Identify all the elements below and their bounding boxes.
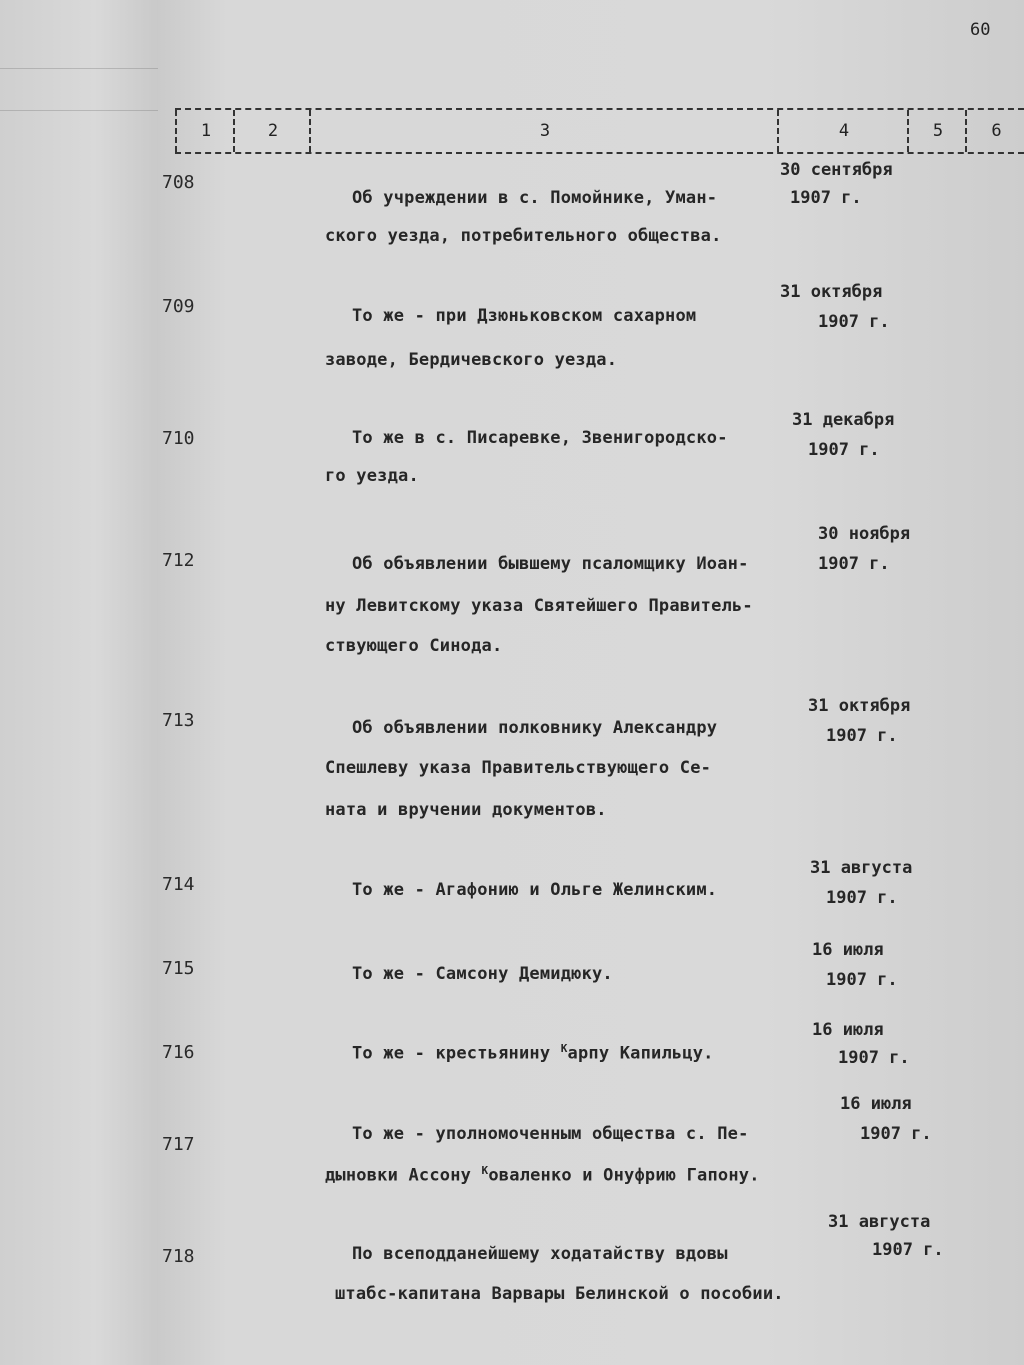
- entry-year: 1907 г.: [790, 188, 862, 208]
- entry-text-line: То же - Самсону Демидюку.: [352, 964, 613, 984]
- entry-year: 1907 г.: [818, 312, 890, 332]
- entry-number: 713: [162, 710, 195, 731]
- entry-text-line: ского уезда, потребительного общества.: [325, 226, 722, 246]
- entry-date: 16 июля: [812, 1020, 884, 1040]
- entry-text-line: По всеподданейшему ходатайству вдовы: [352, 1244, 728, 1264]
- entry-text-line: Об объявлении полковнику Александру: [352, 718, 718, 738]
- entry-date: 31 декабря: [792, 410, 895, 430]
- entry-text-line: Спешлеву указа Правительствующего Се-: [325, 758, 712, 778]
- entry-text-line: Об учреждении в с. Помойнике, Уман-: [352, 188, 718, 208]
- entry-text-line: Об объявлении бывшему псаломщику Иоан-: [352, 554, 749, 574]
- entry-number: 712: [162, 550, 195, 571]
- entry-text-line: го уезда.: [325, 466, 419, 486]
- entry-date: 31 октября: [808, 696, 911, 716]
- entry-number: 714: [162, 874, 195, 895]
- column-header-1: 1: [175, 110, 235, 152]
- entry-number: 717: [162, 1134, 195, 1155]
- column-header-2: 2: [233, 110, 311, 152]
- column-header-5: 5: [907, 110, 967, 152]
- entry-year: 1907 г.: [808, 440, 880, 460]
- entry-year: 1907 г.: [826, 726, 898, 746]
- entry-number: 716: [162, 1042, 195, 1063]
- entry-text-line: дыновки Ассону $^К$оваленко и Онуфрию Гапону.: [325, 1164, 760, 1186]
- entry-year: 1907 г.: [826, 888, 898, 908]
- entry-date: 16 июля: [812, 940, 884, 960]
- entry-text-line: То же в с. Писаревке, Звенигородско-: [352, 428, 728, 448]
- column-header-table: [175, 108, 1024, 154]
- entry-year: 1907 г.: [826, 970, 898, 990]
- entry-date: 30 сентября: [780, 160, 893, 180]
- entry-text-line: штабс-капитана Варвары Белинской о пособии.: [335, 1284, 784, 1304]
- entry-date: 31 августа: [828, 1212, 931, 1232]
- entry-year: 1907 г.: [838, 1048, 910, 1068]
- entry-date: 31 августа: [810, 858, 913, 878]
- entry-text-line: То же - при Дзюньковском сахарном: [352, 306, 697, 326]
- fold-line: [0, 68, 158, 69]
- fold-line: [0, 110, 158, 111]
- entry-text-line: ната и вручении документов.: [325, 800, 607, 820]
- entry-text-line: заводе, Бердичевского уезда.: [325, 350, 618, 370]
- entry-text-line: То же - уполномоченным общества с. Пе-: [352, 1124, 749, 1144]
- entry-number: 718: [162, 1246, 195, 1267]
- entry-text-line: То же - Агафонию и Ольге Желинским.: [352, 880, 718, 900]
- entry-year: 1907 г.: [872, 1240, 944, 1260]
- left-page-margin: [0, 0, 158, 1365]
- entry-number: 715: [162, 958, 195, 979]
- column-header-4: 4: [777, 110, 909, 152]
- entry-text-line: ну Левитскому указа Святейшего Правитель-: [325, 596, 753, 616]
- entry-text-line: То же - крестьянину $^К$арпу Капильцу.: [352, 1042, 714, 1064]
- entry-date: 31 октября: [780, 282, 883, 302]
- entry-year: 1907 г.: [860, 1124, 932, 1144]
- column-header-3: 3: [309, 110, 779, 152]
- entry-number: 708: [162, 172, 195, 193]
- entry-date: 16 июля: [840, 1094, 912, 1114]
- column-header-6: 6: [965, 110, 1024, 152]
- entry-year: 1907 г.: [818, 554, 890, 574]
- entry-number: 710: [162, 428, 195, 449]
- page-number: 60: [970, 20, 991, 40]
- entry-number: 709: [162, 296, 195, 317]
- entry-text-line: ствующего Синода.: [325, 636, 503, 656]
- entry-date: 30 ноября: [818, 524, 911, 544]
